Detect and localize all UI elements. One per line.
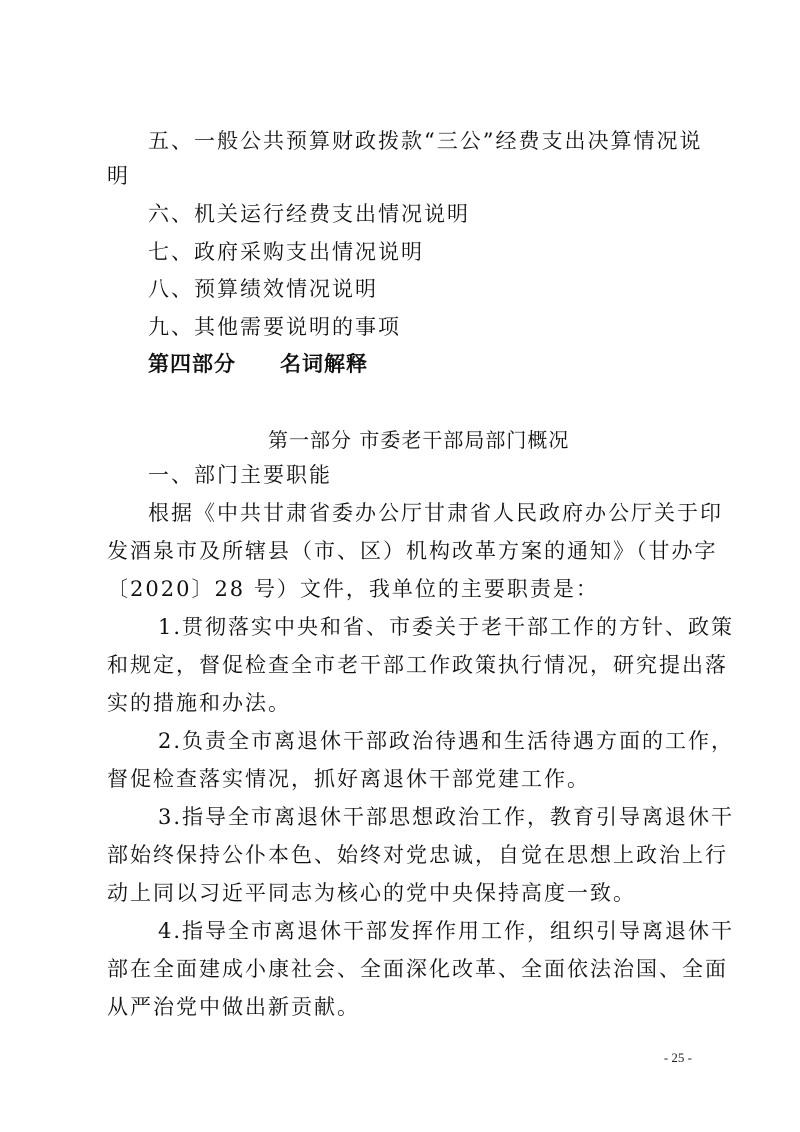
duty-1-line-3: 实的措施和办法。 xyxy=(107,691,291,715)
duty-4-line-3: 从严治党中做出新贡献。 xyxy=(107,995,360,1019)
duty-4-line-2: 部在全面建成小康社会、全面深化改革、全面依法治国、全面 xyxy=(107,957,728,981)
toc-item-8: 八、预算绩效情况说明 xyxy=(148,277,378,301)
section-subheading: 一、部门主要职能 xyxy=(148,463,332,487)
toc-item-6: 六、机关运行经费支出情况说明 xyxy=(148,202,470,226)
intro-line-1: 根据《中共甘肃省委办公厅甘肃省人民政府办公厅关于印 xyxy=(148,501,723,525)
duty-3-line-1: 3.指导全市离退休干部思想政治工作，教育引导离退休干 xyxy=(158,805,735,829)
toc-item-9: 九、其他需要说明的事项 xyxy=(148,315,401,339)
toc-item-5-continued: 明 xyxy=(107,164,130,188)
duty-2-line-1: 2.负责全市离退休干部政治待遇和生活待遇方面的工作， xyxy=(158,729,735,753)
part4-heading: 第四部分 名词解释 xyxy=(148,352,368,376)
toc-item-7: 七、政府采购支出情况说明 xyxy=(148,240,424,264)
duty-3-line-3: 动上同以习近平同志为核心的党中央保持高度一致。 xyxy=(107,881,636,905)
section-title: 第一部分 市委老干部局部门概况 xyxy=(268,428,570,452)
duty-2-line-2: 督促检查落实情况，抓好离退休干部党建工作。 xyxy=(107,767,590,791)
toc-item-5: 五、一般公共预算财政拨款“三公”经费支出决算情况说 xyxy=(148,129,703,153)
duty-3-line-2: 部始终保持公仆本色、始终对党忠诚，自觉在思想上政治上行 xyxy=(107,843,728,867)
intro-line-2: 发酒泉市及所辖县（市、区）机构改革方案的通知》（甘办字 xyxy=(107,539,718,563)
duty-1-line-2: 和规定，督促检查全市老干部工作政策执行情况，研究提出落 xyxy=(107,653,728,677)
intro-line-3: 〔2020〕28 号）文件，我单位的主要职责是： xyxy=(107,577,599,601)
duty-4-line-1: 4.指导全市离退休干部发挥作用工作，组织引导离退休干 xyxy=(158,919,735,943)
duty-1-line-1: 1.贯彻落实中央和省、市委关于老干部工作的方针、政策 xyxy=(158,615,735,639)
page-number: - 25 - xyxy=(663,1050,692,1065)
